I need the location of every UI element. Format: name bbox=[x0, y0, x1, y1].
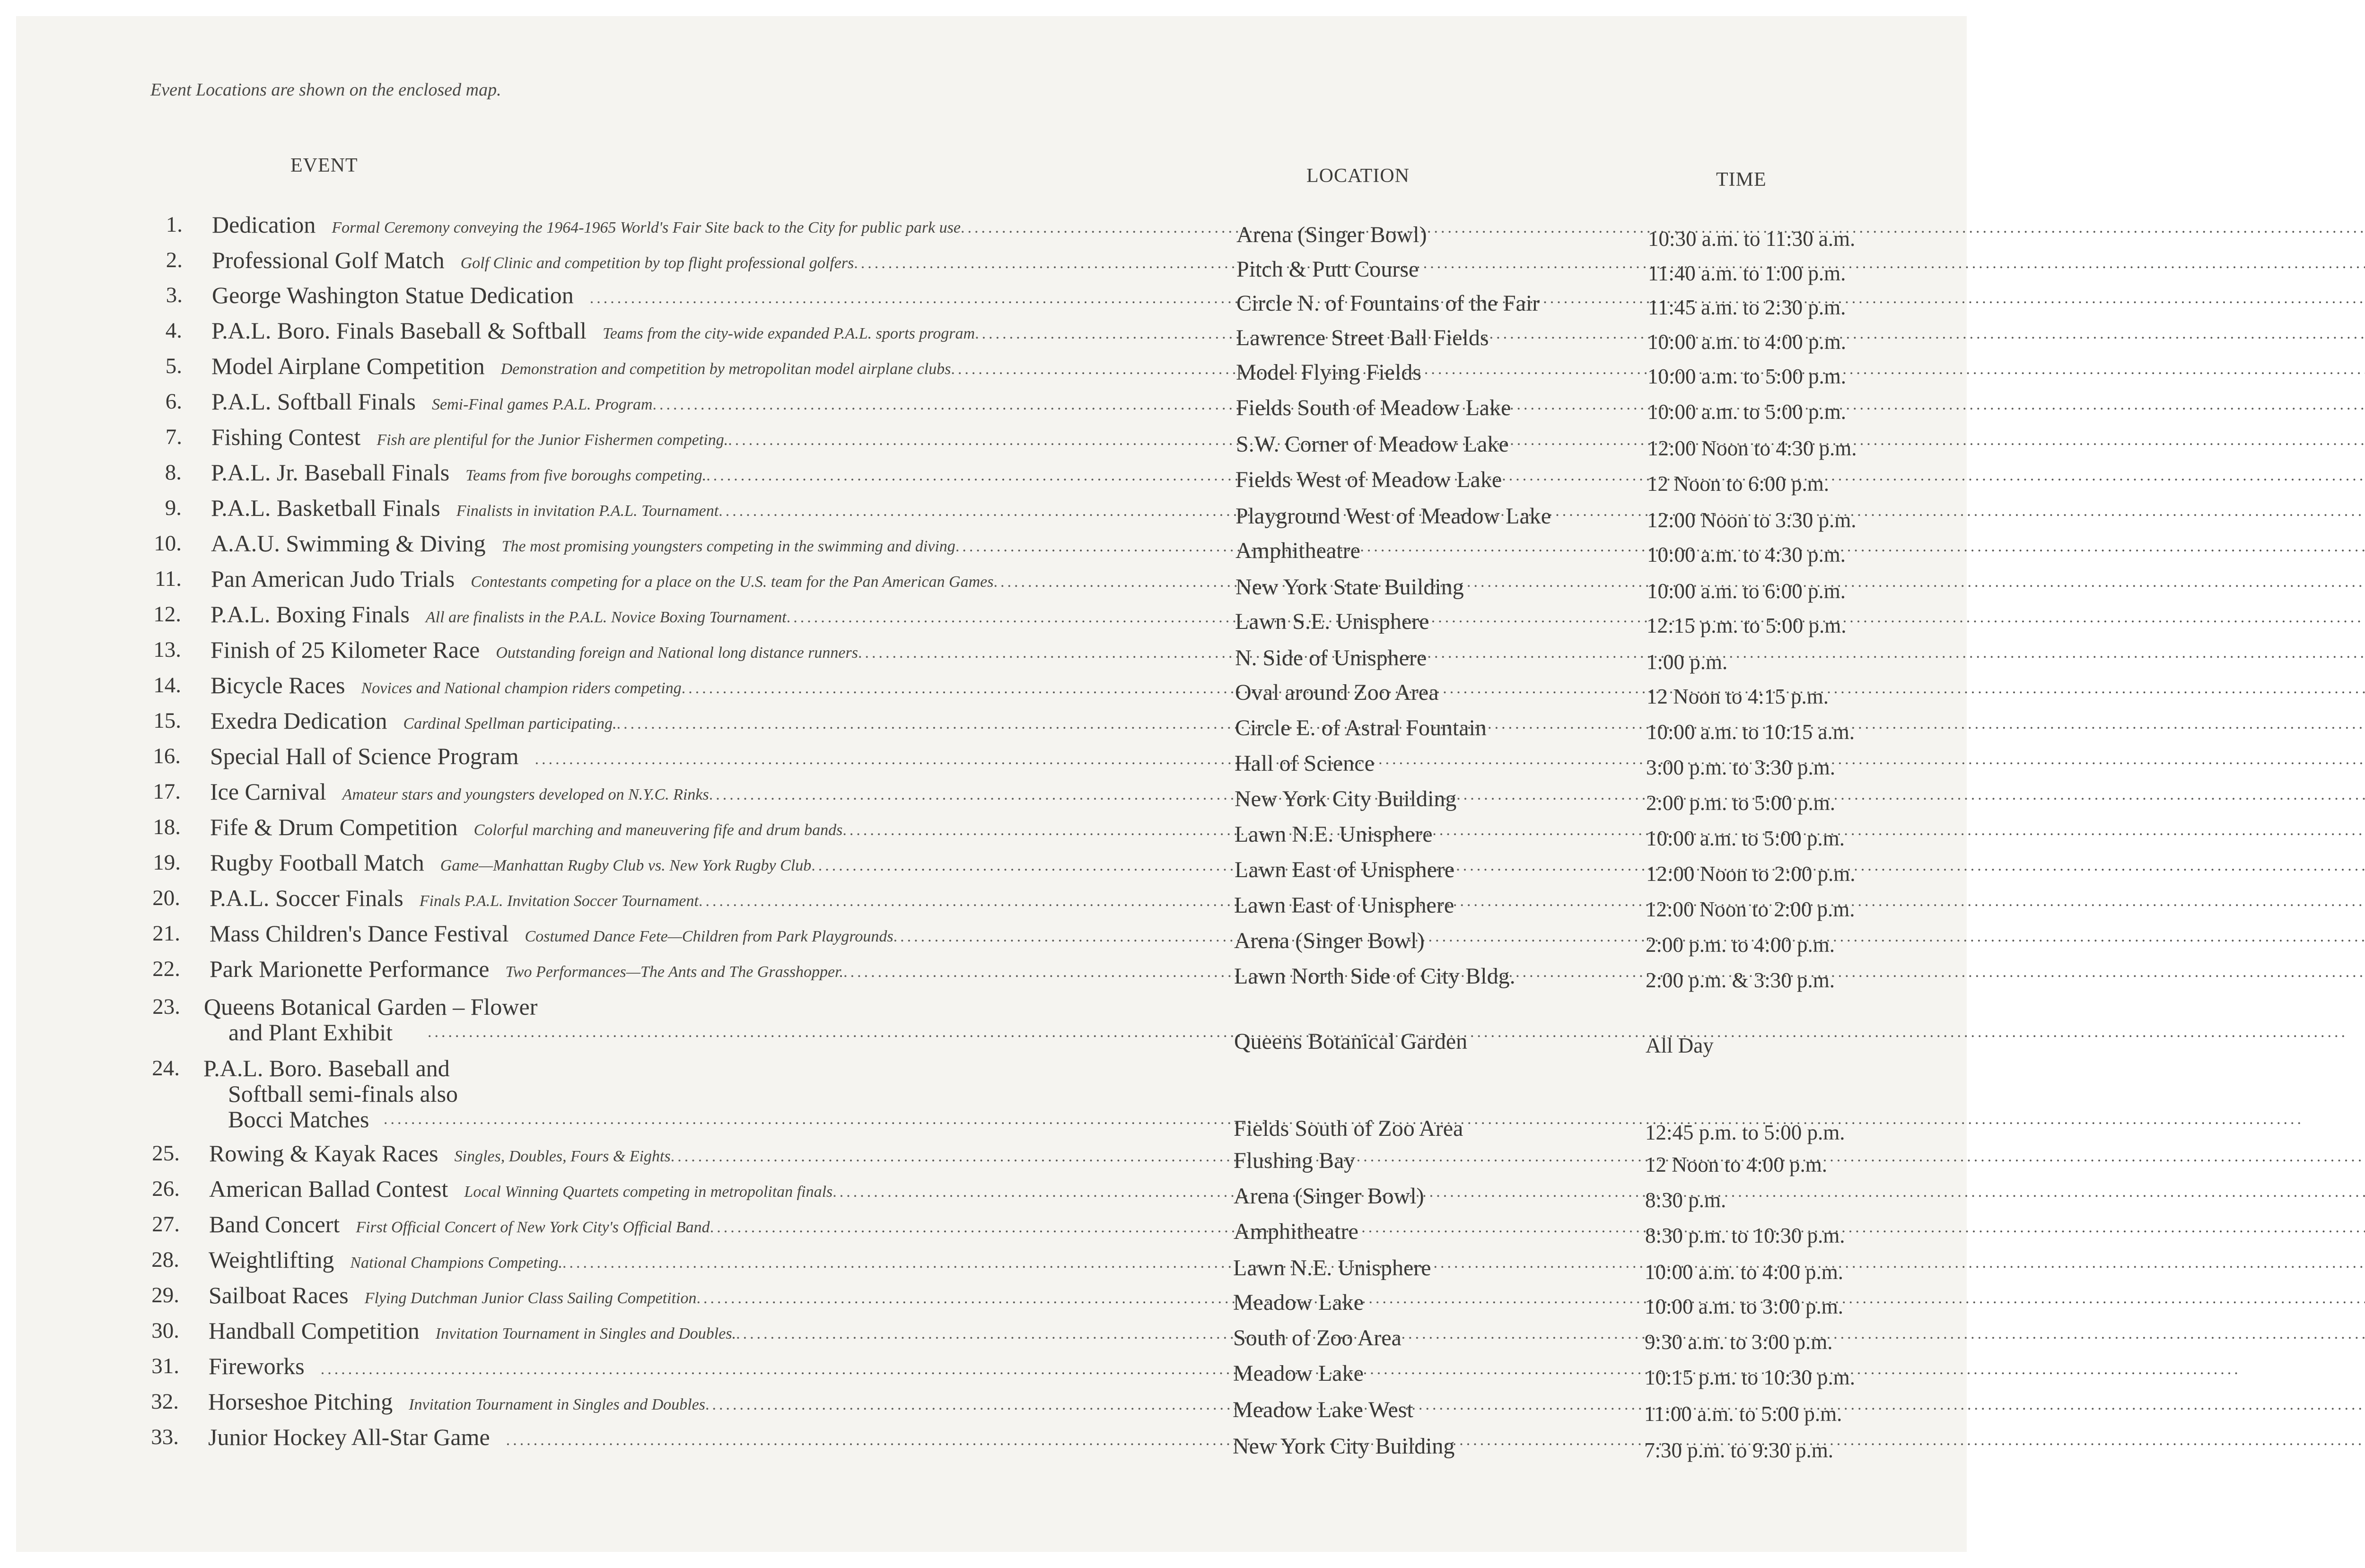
event-row bbox=[0, 1278, 1983, 1318]
dot-leader bbox=[710, 1210, 2365, 1245]
event-description: Costumed Dance Fete—Children from Park Playgrounds bbox=[525, 928, 893, 945]
event-description: Semi-Final games P.A.L. Program bbox=[431, 396, 653, 413]
dot-leader bbox=[617, 706, 2365, 741]
event-number: 16. bbox=[153, 744, 181, 768]
event-location: Flushing Bay bbox=[1234, 1148, 1356, 1173]
event-time: 2:00 p.m. to 5:00 p.m. bbox=[1646, 791, 1836, 815]
event-row bbox=[0, 989, 1983, 1057]
event-number: 32. bbox=[151, 1389, 179, 1414]
event-name: Dedication bbox=[212, 211, 316, 238]
event-location: Amphitheatre bbox=[1234, 1219, 1358, 1244]
event-number: 26. bbox=[152, 1176, 180, 1201]
event-name: Bicycle Races bbox=[210, 672, 345, 698]
event-time: 12:00 Noon to 3:30 p.m. bbox=[1647, 508, 1857, 532]
event-time: 10:00 a.m. to 5:00 p.m. bbox=[1647, 365, 1846, 388]
event-time: 10:30 a.m. to 11:30 a.m. bbox=[1648, 227, 1856, 251]
event-location: Lawn North Side of City Bldg. bbox=[1234, 964, 1515, 989]
event-location: Circle N. of Fountains of the Fair bbox=[1236, 291, 1540, 316]
event-entry bbox=[211, 455, 1187, 493]
event-name: Horseshoe Pitching bbox=[208, 1388, 393, 1415]
event-name-line: P.A.L. Boro. Baseball and bbox=[203, 1055, 450, 1081]
event-description: The most promising youngsters competing in the swimming and diving bbox=[501, 538, 955, 555]
event-number: 28. bbox=[151, 1247, 179, 1272]
event-row bbox=[0, 526, 1983, 566]
event-entry bbox=[209, 1242, 1187, 1281]
event-number: 19. bbox=[153, 850, 181, 875]
event-location: Model Flying Fields bbox=[1236, 360, 1422, 385]
event-entry bbox=[209, 1171, 1187, 1210]
event-name: Weightlifting bbox=[209, 1246, 334, 1273]
event-location: Hall of Science bbox=[1235, 751, 1375, 776]
event-number: 12. bbox=[153, 602, 181, 627]
event-row bbox=[0, 313, 1983, 354]
event-entry bbox=[210, 597, 1187, 635]
event-description: Amateur stars and youngsters developed on N.Y.C. Rinks bbox=[342, 786, 709, 803]
event-number: 21. bbox=[152, 921, 180, 946]
event-number: 25. bbox=[152, 1141, 180, 1166]
event-name: P.A.L. Boro. Finals Baseball & Softball bbox=[211, 317, 587, 344]
dot-leader bbox=[671, 1139, 2365, 1174]
event-row bbox=[0, 1349, 1983, 1389]
event-name: George Washington Statue Dedication bbox=[212, 282, 574, 308]
event-row bbox=[0, 1207, 1983, 1247]
event-entry bbox=[212, 207, 1187, 245]
event-row bbox=[0, 1136, 1983, 1176]
event-entry bbox=[208, 1384, 1187, 1422]
event-number: 23. bbox=[152, 994, 180, 1019]
event-description: Fish are plentiful for the Junior Fishermen competing. bbox=[377, 431, 728, 449]
event-number: 33. bbox=[151, 1425, 179, 1449]
event-time: 10:00 a.m. to 6:00 p.m. bbox=[1647, 579, 1846, 603]
event-entry bbox=[211, 384, 1187, 422]
event-name: Band Concert bbox=[209, 1211, 340, 1237]
dot-leader bbox=[858, 636, 2365, 671]
event-entry bbox=[209, 1207, 1187, 1245]
dot-leader bbox=[696, 1281, 2365, 1316]
event-time: 12:15 p.m. to 5:00 p.m. bbox=[1647, 614, 1847, 637]
event-row bbox=[0, 810, 1983, 850]
event-location: New York State Building bbox=[1235, 575, 1464, 600]
event-location: Arena (Singer Bowl) bbox=[1234, 1184, 1424, 1209]
event-number: 8. bbox=[165, 460, 182, 485]
event-name: Fishing Contest bbox=[211, 424, 361, 450]
event-time: 10:00 a.m. to 4:00 p.m. bbox=[1647, 330, 1846, 354]
event-number: 2. bbox=[166, 248, 183, 272]
dot-leader bbox=[843, 955, 2365, 990]
event-entry bbox=[209, 1136, 1187, 1174]
dot-leader bbox=[854, 246, 2365, 281]
event-name: Model Airplane Competition bbox=[211, 353, 485, 379]
event-location: Pitch & Putt Course bbox=[1236, 257, 1419, 282]
event-name: American Ballad Contest bbox=[209, 1176, 448, 1202]
event-entry bbox=[210, 703, 1187, 741]
event-name: A.A.U. Swimming & Diving bbox=[211, 530, 486, 557]
event-name: P.A.L. Basketball Finals bbox=[211, 495, 440, 521]
event-entry bbox=[211, 561, 1187, 600]
event-number: 9. bbox=[165, 496, 182, 520]
event-time: 7:30 p.m. to 9:30 p.m. bbox=[1644, 1438, 1834, 1462]
event-time: 12:00 Noon to 2:00 p.m. bbox=[1646, 862, 1856, 886]
event-row bbox=[0, 1384, 1983, 1426]
event-description: Demonstration and competition by metropolitan model airplane clubs bbox=[500, 360, 951, 378]
event-name: P.A.L. Soccer Finals bbox=[210, 885, 403, 911]
event-description: Local Winning Quartets competing in metropolitan finals bbox=[464, 1183, 833, 1201]
event-location: South of Zoo Area bbox=[1233, 1325, 1401, 1350]
dot-leader bbox=[893, 919, 2365, 954]
event-location: Circle E. of Astral Fountain bbox=[1235, 715, 1487, 740]
event-description: First Official Concert of New York City's Official Band bbox=[356, 1219, 710, 1236]
event-entry bbox=[212, 243, 1187, 281]
event-location: Amphitheatre bbox=[1235, 538, 1360, 563]
event-name: P.A.L. Boxing Finals bbox=[210, 601, 410, 627]
event-row bbox=[0, 561, 1983, 603]
event-description: Teams from the city-wide expanded P.A.L. sports program bbox=[603, 325, 975, 342]
event-row bbox=[0, 490, 1983, 532]
event-name: Ice Carnival bbox=[210, 778, 326, 805]
event-entry bbox=[209, 1349, 1187, 1387]
event-name: Sailboat Races bbox=[209, 1282, 349, 1308]
event-entry bbox=[211, 313, 1187, 351]
event-time: 8:30 p.m. bbox=[1645, 1188, 1726, 1212]
dot-leader bbox=[682, 671, 2365, 706]
event-row bbox=[0, 739, 1983, 779]
event-location: Lawn S.E. Unisphere bbox=[1235, 609, 1429, 634]
event-name-line: and Plant Exhibit bbox=[228, 1019, 393, 1045]
event-name: Rugby Football Match bbox=[210, 849, 424, 876]
event-number: 4. bbox=[165, 318, 182, 343]
dot-leader bbox=[535, 742, 2365, 777]
event-description: Invitation Tournament in Singles and Doubles bbox=[409, 1396, 706, 1413]
dot-leader bbox=[428, 1015, 1187, 1050]
event-row bbox=[0, 455, 1983, 496]
event-time: 10:00 a.m. to 5:00 p.m. bbox=[1646, 827, 1845, 850]
event-location: Meadow Lake bbox=[1233, 1290, 1364, 1315]
event-name: P.A.L. Jr. Baseball Finals bbox=[211, 459, 450, 486]
event-time: All Day bbox=[1646, 1034, 1714, 1057]
event-name-line: Softball semi-finals also bbox=[228, 1080, 458, 1107]
event-entry bbox=[210, 739, 1187, 777]
event-number: 30. bbox=[151, 1318, 179, 1343]
event-entry bbox=[210, 845, 1187, 883]
event-entry bbox=[210, 880, 1187, 919]
event-description: Cardinal Spellman participating. bbox=[403, 715, 617, 732]
event-location: Arena (Singer Bowl) bbox=[1234, 928, 1425, 953]
event-name: Junior Hockey All-Star Game bbox=[208, 1424, 490, 1450]
event-location: Arena (Singer Bowl) bbox=[1236, 222, 1427, 247]
dot-leader bbox=[705, 1387, 2365, 1422]
event-number: 5. bbox=[165, 354, 182, 378]
event-description: National Champions Competing. bbox=[350, 1254, 563, 1272]
event-name: Fireworks bbox=[209, 1353, 305, 1379]
event-number: 27. bbox=[152, 1212, 180, 1237]
event-row bbox=[0, 668, 1983, 708]
event-number: 10. bbox=[154, 531, 182, 556]
event-entry bbox=[212, 278, 1187, 316]
event-number: 15. bbox=[153, 708, 181, 733]
event-time: 11:45 a.m. to 2:30 p.m. bbox=[1648, 296, 1846, 319]
dot-leader bbox=[699, 884, 2365, 919]
event-location: Lawrence Street Ball Fields bbox=[1236, 325, 1489, 350]
event-location: New York City Building bbox=[1233, 1434, 1455, 1459]
dot-leader bbox=[562, 1246, 2365, 1281]
event-entry bbox=[211, 419, 1187, 458]
event-row bbox=[0, 703, 1983, 744]
dot-leader bbox=[709, 777, 2365, 812]
event-number: 29. bbox=[151, 1283, 179, 1307]
event-time: 1:00 p.m. bbox=[1647, 650, 1728, 674]
event-name: Finish of 25 Kilometer Race bbox=[210, 636, 480, 663]
event-description: Novices and National champion riders competing bbox=[361, 679, 682, 697]
event-entry bbox=[210, 668, 1187, 706]
event-name: Handball Competition bbox=[209, 1317, 420, 1344]
event-number: 18. bbox=[153, 815, 181, 839]
event-row bbox=[0, 1051, 1983, 1144]
event-time: 12 Noon to 6:00 p.m. bbox=[1647, 472, 1830, 496]
event-name: Park Marionette Performance bbox=[210, 956, 490, 982]
event-number: 7. bbox=[165, 425, 182, 449]
event-time: 10:00 a.m. to 10:15 a.m. bbox=[1647, 720, 1855, 744]
event-name: P.A.L. Softball Finals bbox=[211, 388, 416, 415]
event-location: Oval around Zoo Area bbox=[1235, 680, 1439, 705]
event-location: Fields West of Meadow Lake bbox=[1235, 467, 1502, 492]
event-location: Meadow Lake West bbox=[1233, 1397, 1413, 1422]
event-name: Mass Children's Dance Festival bbox=[210, 920, 509, 947]
event-number: 11. bbox=[154, 566, 182, 591]
event-name: Pan American Judo Trials bbox=[211, 566, 455, 592]
time-column-header: TIME bbox=[1716, 169, 1767, 191]
event-time: 12:00 Noon to 4:30 p.m. bbox=[1647, 436, 1857, 460]
event-number: 20. bbox=[152, 886, 180, 910]
event-location: Lawn N.E. Unisphere bbox=[1235, 822, 1433, 847]
event-entry bbox=[211, 526, 1187, 564]
event-location: N. Side of Unisphere bbox=[1235, 645, 1427, 671]
event-row bbox=[0, 880, 1983, 921]
event-location: Fields South of Zoo Area bbox=[1234, 1116, 1463, 1141]
event-entry bbox=[210, 632, 1187, 671]
event-description: Flying Dutchman Junior Class Sailing Competition bbox=[364, 1289, 697, 1307]
event-location: Playground West of Meadow Lake bbox=[1235, 504, 1551, 529]
event-time: 2:00 p.m. to 4:00 p.m. bbox=[1646, 933, 1835, 957]
dot-leader bbox=[787, 600, 2365, 635]
event-row bbox=[0, 1171, 1983, 1212]
event-name-line: Bocci Matches bbox=[228, 1106, 369, 1132]
event-time: 8:30 p.m. to 10:30 p.m. bbox=[1645, 1224, 1845, 1247]
event-row bbox=[0, 774, 1983, 815]
event-entry bbox=[211, 348, 1187, 387]
event-number: 24. bbox=[152, 1056, 180, 1080]
event-row bbox=[0, 951, 1983, 992]
event-number: 3. bbox=[166, 283, 183, 307]
event-number: 14. bbox=[153, 673, 181, 697]
event-row bbox=[0, 419, 1983, 460]
event-entry bbox=[210, 916, 1187, 954]
event-row bbox=[0, 916, 1983, 957]
event-time: 10:00 a.m. to 4:30 p.m. bbox=[1647, 543, 1846, 566]
dot-leader bbox=[811, 848, 2365, 883]
event-number: 13. bbox=[153, 637, 181, 662]
location-column-header: LOCATION bbox=[1306, 165, 1410, 187]
dot-leader bbox=[384, 1102, 1187, 1137]
dot-leader bbox=[706, 458, 2365, 493]
event-time: 2:00 p.m. & 3:30 p.m. bbox=[1646, 968, 1835, 992]
event-name: Fife & Drum Competition bbox=[210, 814, 458, 840]
event-time: 9:30 a.m. to 3:00 p.m. bbox=[1645, 1330, 1833, 1354]
event-number: 1. bbox=[166, 212, 183, 237]
dot-leader bbox=[842, 813, 2365, 848]
event-description: Teams from five boroughs competing. bbox=[465, 467, 707, 484]
dot-leader bbox=[728, 423, 2365, 458]
event-description: Game—Manhattan Rugby Club vs. New York Rugby Club bbox=[440, 857, 812, 874]
event-time: 11:40 a.m. to 1:00 p.m. bbox=[1648, 261, 1846, 285]
event-number: 31. bbox=[151, 1354, 179, 1378]
event-row bbox=[0, 384, 1983, 424]
event-row bbox=[0, 845, 1983, 886]
event-row bbox=[0, 207, 1983, 251]
event-location: New York City Building bbox=[1235, 786, 1457, 811]
event-number: 22. bbox=[152, 957, 180, 981]
event-row bbox=[0, 1242, 1983, 1284]
event-name-line: Queens Botanical Garden – Flower bbox=[204, 993, 538, 1020]
event-description: Invitation Tournament in Singles and Doubles. bbox=[435, 1325, 736, 1342]
event-location: Meadow Lake bbox=[1233, 1361, 1364, 1386]
map-note: Event Locations are shown on the enclosed map. bbox=[150, 80, 501, 100]
event-location: S.W. Corner of Meadow Lake bbox=[1236, 432, 1509, 457]
event-time: 12:00 Noon to 2:00 p.m. bbox=[1646, 897, 1855, 921]
event-description: Two Performances—The Ants and The Grasshopper. bbox=[505, 963, 844, 981]
event-row bbox=[0, 597, 1983, 637]
dot-leader bbox=[832, 1175, 2365, 1210]
event-number: 6. bbox=[165, 389, 182, 414]
event-row bbox=[0, 348, 1983, 388]
event-row bbox=[0, 278, 1983, 319]
event-entry bbox=[210, 774, 1187, 812]
event-entry bbox=[211, 490, 1187, 529]
event-time: 10:00 a.m. to 5:00 p.m. bbox=[1647, 400, 1846, 424]
event-description: Outstanding foreign and National long distance runners bbox=[496, 644, 858, 662]
event-time: 12 Noon to 4:15 p.m. bbox=[1647, 685, 1829, 708]
event-time: 3:00 p.m. to 3:30 p.m. bbox=[1646, 756, 1836, 779]
event-description: Colorful marching and maneuvering fife and drum bands bbox=[473, 821, 843, 839]
event-time: 12 Noon to 4:00 p.m. bbox=[1645, 1153, 1828, 1176]
event-location: Fields South of Meadow Lake bbox=[1236, 395, 1511, 420]
event-entry bbox=[210, 951, 1187, 990]
event-row bbox=[0, 1420, 1983, 1462]
event-time: 10:00 a.m. to 4:00 p.m. bbox=[1645, 1260, 1843, 1284]
event-number: 17. bbox=[153, 779, 181, 804]
event-name: Exedra Dedication bbox=[210, 707, 387, 734]
event-description: All are finalists in the P.A.L. Novice Boxing Tournament bbox=[425, 609, 787, 626]
event-name: Professional Golf Match bbox=[212, 247, 445, 273]
event-location: Lawn East of Unisphere bbox=[1235, 857, 1455, 882]
dot-leader bbox=[736, 1316, 2365, 1351]
event-description: Finalists in invitation P.A.L. Tournament bbox=[456, 502, 719, 520]
event-description: Golf Clinic and competition by top flight professional golfers bbox=[460, 254, 854, 272]
event-time: 10:15 p.m. to 10:30 p.m. bbox=[1645, 1366, 1856, 1389]
event-entry bbox=[209, 1313, 1187, 1351]
event-location: Lawn East of Unisphere bbox=[1234, 893, 1454, 918]
event-entry bbox=[208, 1420, 1187, 1458]
event-location: Lawn N.E. Unisphere bbox=[1233, 1255, 1431, 1281]
event-row bbox=[0, 243, 1983, 285]
event-time: 12:45 p.m. to 5:00 p.m. bbox=[1645, 1121, 1845, 1144]
event-description: Formal Ceremony conveying the 1964-1965 World's Fair Site back to the City for public park use bbox=[332, 219, 961, 236]
event-location: Queens Botanical Garden bbox=[1234, 1029, 1468, 1054]
event-name: Rowing & Kayak Races bbox=[209, 1140, 438, 1167]
event-name: Special Hall of Science Program bbox=[210, 743, 519, 769]
event-entry bbox=[210, 810, 1187, 848]
event-entry bbox=[209, 1278, 1187, 1316]
event-description: Finals P.A.L. Invitation Soccer Tournament bbox=[419, 892, 699, 910]
event-column-header: EVENT bbox=[290, 155, 358, 176]
event-row bbox=[0, 632, 1983, 674]
event-description: Contestants competing for a place on the U.S. team for the Pan American Games bbox=[471, 573, 994, 591]
event-time: 11:00 a.m. to 5:00 p.m. bbox=[1644, 1402, 1842, 1426]
event-description: Singles, Doubles, Fours & Eights bbox=[454, 1148, 671, 1165]
event-row bbox=[0, 1313, 1983, 1354]
event-time: 10:00 a.m. to 3:00 p.m. bbox=[1645, 1295, 1843, 1318]
